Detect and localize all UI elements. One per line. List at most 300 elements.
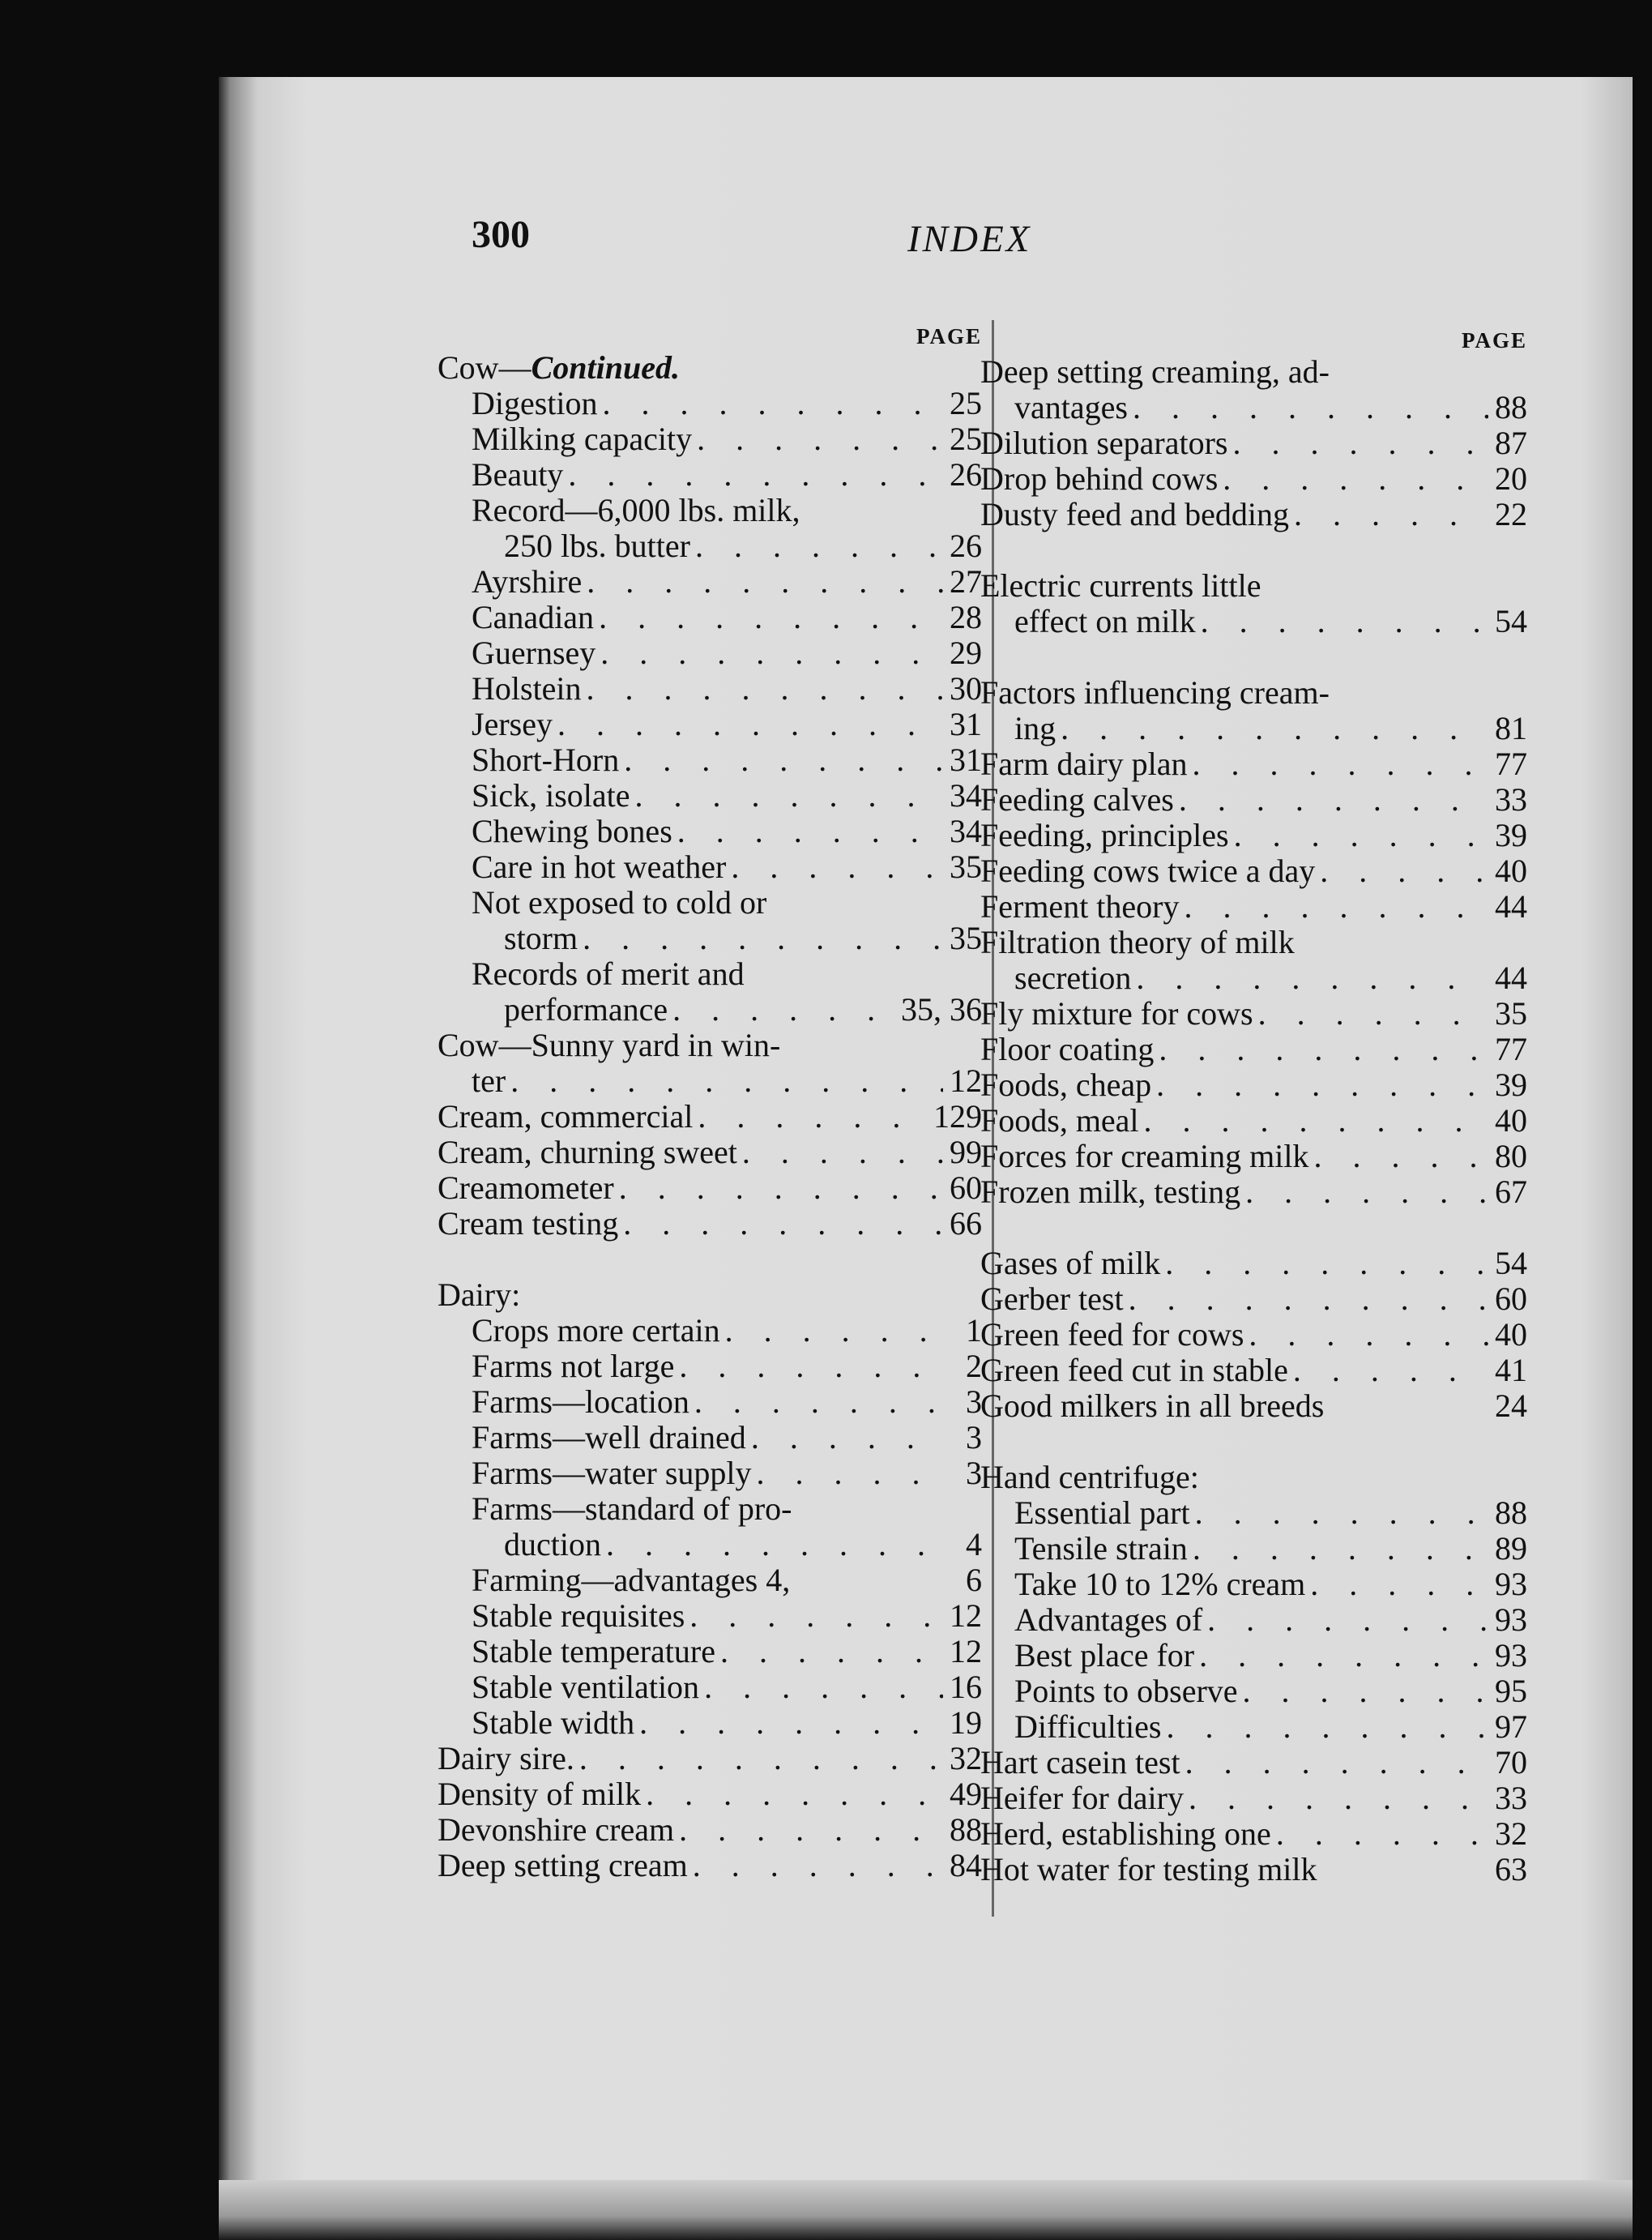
- leader-dots: [1202, 1602, 1488, 1638]
- index-entry-label: storm: [504, 920, 578, 956]
- index-entry: [980, 497, 1527, 532]
- index-entry-page: 33: [1495, 781, 1527, 818]
- index-entry: [980, 1353, 1527, 1388]
- index-entry-label: Foods, cheap: [980, 1067, 1152, 1103]
- leader-dots: [1238, 1674, 1488, 1709]
- index-entry: [980, 1460, 1527, 1495]
- leader-dots: [1128, 390, 1488, 425]
- leader-dots: [582, 564, 943, 600]
- index-entry-page: 26: [950, 528, 982, 564]
- index-entry-label: Essential part: [1014, 1494, 1190, 1531]
- leader-dots: [1180, 1745, 1488, 1780]
- index-entry-page: 6: [966, 1562, 982, 1598]
- index-entry-label: Electric currents little: [980, 567, 1261, 604]
- index-entry-label: Beauty: [472, 456, 564, 493]
- index-entry-page: 95: [1495, 1673, 1527, 1709]
- index-entry-page: 93: [1495, 1566, 1527, 1602]
- index-entry-page: 26: [950, 456, 982, 493]
- leader-dots: [752, 1456, 943, 1491]
- index-entry-page: 12: [950, 1633, 982, 1669]
- index-entry: [980, 675, 1527, 711]
- index-entry: [438, 921, 982, 956]
- index-entry-label: effect on milk: [1014, 603, 1196, 639]
- index-entry: [980, 1816, 1527, 1852]
- index-heading-continued: [438, 350, 982, 386]
- index-entry: [980, 1745, 1527, 1780]
- index-entry-label: Farms—well drained: [472, 1419, 746, 1456]
- index-entry-label: Feeding calves: [980, 781, 1174, 818]
- index-entry-page: 12: [950, 1597, 982, 1634]
- leader-dots: [630, 778, 943, 814]
- leader-dots: [1288, 1353, 1488, 1388]
- leader-dots: [595, 635, 943, 671]
- index-entry: [438, 1491, 982, 1527]
- leader-dots: [1289, 497, 1488, 532]
- leader-dots: [634, 1705, 943, 1741]
- leader-dots: [689, 1384, 943, 1420]
- index-entry-label: Guernsey: [472, 635, 596, 671]
- index-entry-page: 88: [950, 1811, 982, 1848]
- index-entry-page: 44: [1495, 888, 1527, 925]
- index-entry-label: Creamometer: [438, 1169, 614, 1206]
- leader-dots: [668, 992, 894, 1028]
- index-entry-page: 4: [966, 1526, 982, 1562]
- page-column-label: PAGE: [916, 324, 982, 348]
- index-entry: [438, 1313, 982, 1349]
- index-entry-page: 35: [950, 849, 982, 885]
- index-entry-page: 44: [1495, 960, 1527, 996]
- index-entry: [438, 1384, 982, 1420]
- index-entries-left: [438, 386, 982, 1883]
- index-entry-label: Dairy:: [438, 1276, 521, 1313]
- index-entry-label: Best place for: [1014, 1637, 1195, 1674]
- index-entry-page: 87: [1495, 425, 1527, 461]
- index-entry-label: Green feed for cows: [980, 1316, 1244, 1353]
- index-entry: [438, 493, 982, 528]
- index-entry-label: Deep setting cream: [438, 1847, 688, 1883]
- index-entry: [980, 604, 1527, 639]
- index-entry: [438, 956, 982, 992]
- leader-dots: [1253, 996, 1488, 1032]
- leader-dots: [618, 1206, 943, 1242]
- index-entry: [980, 960, 1527, 996]
- index-entry: [438, 386, 982, 421]
- index-entry: [980, 1638, 1527, 1674]
- index-entry-page: 3: [966, 1383, 982, 1420]
- index-entry-label: Farms—location: [472, 1383, 689, 1420]
- index-entry-page: 66: [950, 1205, 982, 1242]
- index-entries-right: [980, 354, 1527, 1887]
- index-entry: [980, 1780, 1527, 1816]
- index-entry-page: 28: [950, 599, 982, 635]
- index-entry-label: duction: [504, 1526, 601, 1562]
- index-entry-page: 93: [1495, 1601, 1527, 1638]
- index-entry-page: 99: [950, 1134, 982, 1170]
- leader-dots: [1174, 782, 1488, 818]
- leader-dots: [1271, 1816, 1488, 1852]
- index-entry-page: 32: [950, 1740, 982, 1776]
- leader-dots: [506, 1063, 943, 1099]
- index-entry: [980, 1567, 1527, 1602]
- index-entry: [980, 1531, 1527, 1567]
- index-entry-page: 22: [1495, 496, 1527, 532]
- leader-dots: [1194, 1638, 1488, 1674]
- index-entry-page: 97: [1495, 1708, 1527, 1745]
- index-entry-page: 60: [1495, 1280, 1527, 1317]
- index-entry-label: Ferment theory: [980, 888, 1180, 925]
- index-entry-label: Foods, meal: [980, 1102, 1139, 1139]
- index-entry-page: 77: [1495, 746, 1527, 782]
- index-entry-label: vantages: [1014, 389, 1128, 425]
- index-entry-label: Cow—Sunny yard in win-: [438, 1027, 781, 1063]
- leader-dots: [1315, 853, 1488, 889]
- index-entry: [980, 354, 1527, 390]
- leader-dots: [688, 1848, 943, 1883]
- leader-dots: [1228, 425, 1489, 461]
- index-entry-page: 40: [1495, 853, 1527, 889]
- leader-dots: [699, 1669, 943, 1705]
- index-entry: [438, 635, 982, 671]
- leader-dots: [746, 1420, 943, 1456]
- index-entry-label: Green feed cut in stable: [980, 1352, 1288, 1388]
- leader-dots: [1188, 1531, 1488, 1567]
- leader-dots: [1160, 1246, 1488, 1281]
- index-entry-page: 63: [1495, 1851, 1527, 1887]
- index-entry: [438, 1420, 982, 1456]
- leader-dots: [594, 600, 943, 635]
- index-entry-page: 54: [1495, 1245, 1527, 1281]
- leader-dots: [619, 742, 943, 778]
- leader-dots: [1244, 1317, 1488, 1353]
- index-entry-label: Chewing bones: [472, 813, 672, 849]
- index-entry-label: ter: [472, 1062, 506, 1099]
- index-entry: [980, 1281, 1527, 1317]
- index-entry: [438, 1598, 982, 1634]
- index-entry: [980, 889, 1527, 925]
- index-entry-page: 3: [966, 1419, 982, 1456]
- index-entry-page: 31: [950, 742, 982, 778]
- index-entry-page: 20: [1495, 460, 1527, 497]
- index-entry: [438, 1456, 982, 1491]
- index-entry-page: 54: [1495, 603, 1527, 639]
- index-entry-label: Stable width: [472, 1704, 635, 1741]
- leader-dots: [692, 421, 943, 457]
- index-entry: [980, 1674, 1527, 1709]
- leader-dots: [674, 1812, 943, 1848]
- index-entry-page: 1: [966, 1312, 982, 1349]
- index-entry-label: Farms—standard of pro-: [472, 1490, 792, 1527]
- index-entry: [980, 1602, 1527, 1638]
- leader-dots: [641, 1776, 943, 1812]
- index-entry-label: Sick, isolate: [472, 777, 630, 814]
- index-entry: [980, 1174, 1527, 1210]
- page-column-label: PAGE: [1462, 328, 1527, 353]
- index-entry: [980, 390, 1527, 425]
- index-entry-page: 31: [950, 706, 982, 742]
- index-entry: [438, 1562, 982, 1598]
- index-entry-page: 3: [966, 1455, 982, 1491]
- index-entry: [438, 457, 982, 493]
- index-entry: [438, 1848, 982, 1883]
- index-entry: [438, 1634, 982, 1669]
- index-entry-label: Herd, establishing one: [980, 1815, 1271, 1852]
- index-entry-page: 49: [950, 1776, 982, 1812]
- index-entry: [438, 1277, 982, 1313]
- index-entry: [438, 1741, 982, 1776]
- index-entry: [980, 568, 1527, 604]
- index-entry-label: Record—6,000 lbs. milk,: [472, 492, 800, 528]
- index-entry-label: Feeding cows twice a day: [980, 853, 1316, 889]
- index-entry-page: 40: [1495, 1102, 1527, 1139]
- section-gap: [980, 1424, 1527, 1460]
- index-entry: [980, 711, 1527, 746]
- index-entry: [980, 1388, 1527, 1424]
- index-entry: [438, 1705, 982, 1741]
- index-entry: [438, 849, 982, 885]
- section-gap: [980, 1210, 1527, 1246]
- index-entry-label: Factors influencing cream-: [980, 674, 1330, 711]
- index-entry-page: 35: [950, 920, 982, 956]
- index-entry-label: secretion: [1014, 960, 1132, 996]
- index-entry-page: 30: [950, 670, 982, 707]
- index-entry-page: 60: [950, 1169, 982, 1206]
- leader-dots: [720, 1313, 943, 1349]
- index-entry-label: Not exposed to cold or: [472, 884, 767, 921]
- index-entry: [980, 1495, 1527, 1531]
- index-entry-page: 12: [950, 1062, 982, 1099]
- index-entry-page: 84: [950, 1847, 982, 1883]
- index-entry-page: 129: [933, 1098, 982, 1135]
- index-entry-label: Digestion: [472, 385, 598, 421]
- index-entry-page: 25: [950, 421, 982, 457]
- index-entry: [438, 1349, 982, 1384]
- index-entry: [438, 1206, 982, 1242]
- index-entry: [980, 1317, 1527, 1353]
- index-entry-label: Tensile strain: [1014, 1530, 1188, 1567]
- index-entry: [438, 1776, 982, 1812]
- index-entry-page: 67: [1495, 1173, 1527, 1210]
- index-entry-page: 35: [1495, 995, 1527, 1032]
- index-entry-page: 33: [1495, 1780, 1527, 1816]
- index-entry: [980, 996, 1527, 1032]
- index-entry-label: Cream testing: [438, 1205, 619, 1242]
- index-entry-page: 81: [1495, 710, 1527, 746]
- index-entry-page: 25: [950, 385, 982, 421]
- index-entry-label: Forces for creaming milk: [980, 1138, 1309, 1174]
- index-entry-page: 27: [950, 563, 982, 600]
- index-entry-page: 88: [1495, 389, 1527, 425]
- index-entry-label: Cream, churning sweet: [438, 1134, 737, 1170]
- index-entry-label: Crops more certain: [472, 1312, 720, 1349]
- index-entry-page: 70: [1495, 1744, 1527, 1780]
- index-entry-label: Stable temperature: [472, 1633, 715, 1669]
- index-entry-page: 89: [1495, 1530, 1527, 1567]
- index-entry-page: 93: [1495, 1637, 1527, 1674]
- heading-main: Cow—: [438, 349, 531, 386]
- index-entry: [438, 1135, 982, 1170]
- index-entry-label: Records of merit and: [472, 955, 745, 992]
- index-entry-page: 39: [1495, 1067, 1527, 1103]
- index-entry-page: 16: [950, 1669, 982, 1705]
- index-entry: [438, 564, 982, 600]
- index-entry-label: Drop behind cows: [980, 460, 1219, 497]
- index-entry: [980, 1139, 1527, 1174]
- leader-dots: [1188, 746, 1489, 782]
- leader-dots: [601, 1527, 943, 1562]
- index-entry-label: Filtration theory of milk: [980, 924, 1295, 960]
- leader-dots: [726, 849, 943, 885]
- index-entry-page: 35, 36: [901, 991, 982, 1028]
- leader-dots: [685, 1598, 943, 1634]
- index-entry-label: Fly mixture for cows: [980, 995, 1253, 1032]
- leader-dots: [672, 814, 943, 849]
- index-entry: [438, 1028, 982, 1063]
- index-entry-label: Devonshire cream: [438, 1811, 675, 1848]
- index-entry: [980, 925, 1527, 960]
- leader-dots: [1180, 889, 1489, 925]
- index-entry-label: Farms—water supply: [472, 1455, 752, 1491]
- index-entry: [980, 1067, 1527, 1103]
- index-entry-label: Farms not large: [472, 1348, 675, 1384]
- leader-dots: [1229, 818, 1488, 853]
- index-entry-label: ing: [1014, 710, 1057, 746]
- index-entry: [438, 778, 982, 814]
- index-entry-label: Ayrshire: [472, 563, 583, 600]
- index-entry: [980, 1246, 1527, 1281]
- leader-dots: [1131, 960, 1488, 996]
- index-entry: [980, 782, 1527, 818]
- index-entry-label: Frozen milk, testing: [980, 1173, 1241, 1210]
- index-entry-label: Heifer for dairy: [980, 1780, 1184, 1816]
- leader-dots: [553, 707, 943, 742]
- index-entry: [438, 600, 982, 635]
- index-entry-label: Stable ventilation: [472, 1669, 700, 1705]
- leader-dots: [1190, 1495, 1488, 1531]
- index-entry-page: 29: [950, 635, 982, 671]
- index-entry: [980, 1032, 1527, 1067]
- leader-dots: [582, 671, 943, 707]
- index-entry-label: Dairy sire.: [438, 1740, 574, 1776]
- index-entry-label: Dusty feed and bedding: [980, 496, 1290, 532]
- index-entry: [438, 1527, 982, 1562]
- leader-dots: [1161, 1709, 1488, 1745]
- leader-dots: [1308, 1139, 1488, 1174]
- index-entry-label: Density of milk: [438, 1776, 642, 1812]
- index-entry: [438, 421, 982, 457]
- leader-dots: [1184, 1780, 1488, 1816]
- index-entry-page: 80: [1495, 1138, 1527, 1174]
- leader-dots: [1196, 604, 1488, 639]
- page-bottom-edge: [219, 2180, 1633, 2240]
- index-entry: [980, 1103, 1527, 1139]
- index-entry-page: 40: [1495, 1316, 1527, 1353]
- index-entry: [980, 1709, 1527, 1745]
- index-entry: [438, 885, 982, 921]
- index-entry-label: Feeding, principles: [980, 817, 1229, 853]
- index-entry-page: 2: [966, 1348, 982, 1384]
- index-entry: [438, 528, 982, 564]
- leader-dots: [737, 1135, 943, 1170]
- index-entry: [438, 1099, 982, 1135]
- index-entry-page: 24: [1495, 1387, 1527, 1424]
- index-entry: [980, 746, 1527, 782]
- index-entry-page: 77: [1495, 1031, 1527, 1067]
- section-gap: [438, 1242, 982, 1277]
- leader-dots: [1056, 711, 1488, 746]
- leader-dots: [563, 457, 943, 493]
- index-entry-label: Farming—advantages 4,: [472, 1562, 791, 1598]
- index-entry-label: Hart casein test: [980, 1744, 1180, 1780]
- index-entry-label: Floor coating: [980, 1031, 1155, 1067]
- leader-dots: [598, 386, 943, 421]
- index-entry: [438, 1063, 982, 1099]
- leader-dots: [574, 1741, 943, 1776]
- index-entry: [438, 671, 982, 707]
- index-entry-page: 88: [1495, 1494, 1527, 1531]
- index-entry-label: Gerber test: [980, 1280, 1124, 1317]
- leader-dots: [693, 1099, 927, 1135]
- index-entry-page: 34: [950, 813, 982, 849]
- index-entry: [980, 818, 1527, 853]
- section-gap: [980, 639, 1527, 675]
- index-entry-label: Dilution separators: [980, 425, 1228, 461]
- leader-dots: [1151, 1067, 1488, 1103]
- leader-dots: [715, 1634, 943, 1669]
- index-entry: [438, 742, 982, 778]
- leader-dots: [1218, 461, 1488, 497]
- section-gap: [980, 532, 1527, 568]
- index-entry: [438, 1812, 982, 1848]
- index-entry-label: Cream, commercial: [438, 1098, 694, 1135]
- index-column-left: [438, 323, 982, 1883]
- leader-dots: [578, 921, 943, 956]
- index-entry: [980, 461, 1527, 497]
- index-entry-label: Hot water for testing milk: [980, 1851, 1317, 1887]
- index-entry-label: Short-Horn: [472, 742, 620, 778]
- page-number: 300: [472, 213, 530, 256]
- leader-dots: [614, 1170, 943, 1206]
- index-entry-label: 250 lbs. butter: [504, 528, 690, 564]
- index-entry: [438, 707, 982, 742]
- index-entry: [438, 1669, 982, 1705]
- index-entry-label: Care in hot weather: [472, 849, 727, 885]
- index-entry-page: 32: [1495, 1815, 1527, 1852]
- index-entry-label: Holstein: [472, 670, 582, 707]
- leader-dots: [1240, 1174, 1488, 1210]
- index-entry-label: Difficulties: [1014, 1708, 1162, 1745]
- leader-dots: [1124, 1281, 1488, 1317]
- index-column-right: [980, 327, 1527, 1887]
- index-entry: [438, 1170, 982, 1206]
- index-entry-page: 19: [950, 1704, 982, 1741]
- index-entry-label: Milking capacity: [472, 421, 693, 457]
- index-entry: [438, 992, 982, 1028]
- leader-dots: [690, 528, 943, 564]
- index-entry: [980, 1852, 1527, 1887]
- index-entry-label: Hand centrifuge:: [980, 1459, 1199, 1495]
- index-entry-label: Farm dairy plan: [980, 746, 1188, 782]
- page-title: INDEX: [907, 218, 1032, 260]
- index-entry-label: performance: [504, 991, 668, 1028]
- index-entry-label: Advantages of: [1014, 1601, 1203, 1638]
- index-entry: [980, 853, 1527, 889]
- leader-dots: [1139, 1103, 1488, 1139]
- index-entry-label: Good milkers in all breeds: [980, 1387, 1325, 1424]
- index-entry-page: 34: [950, 777, 982, 814]
- index-entry-label: Stable requisites: [472, 1597, 685, 1634]
- index-entry-page: 41: [1495, 1352, 1527, 1388]
- index-entry: [438, 814, 982, 849]
